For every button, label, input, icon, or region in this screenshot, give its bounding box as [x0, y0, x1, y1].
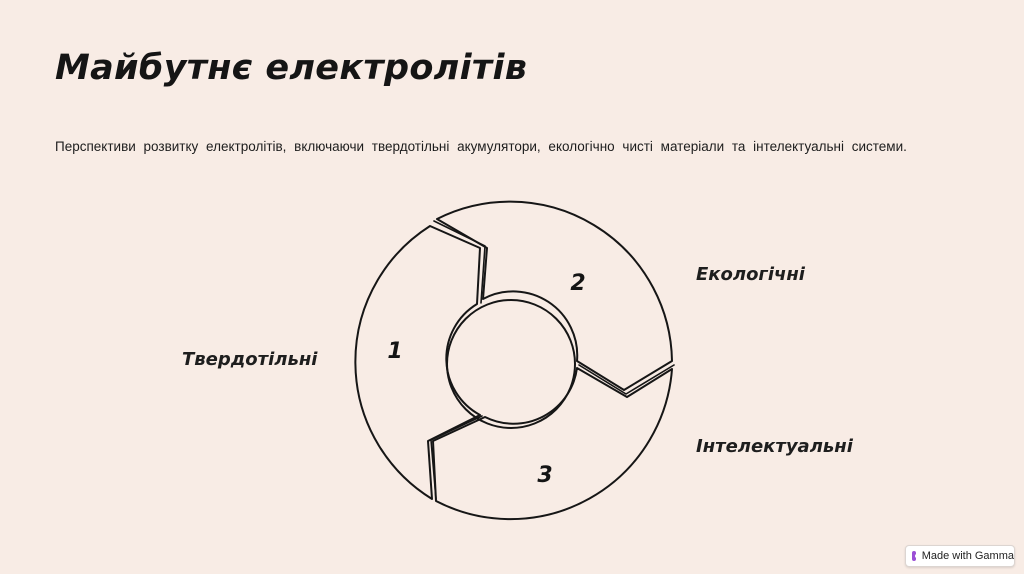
segment-number-3: 3	[537, 463, 553, 488]
segment-number-2: 2	[570, 271, 586, 296]
made-with-gamma-badge[interactable]	[905, 545, 1015, 567]
badge-text: Made with Gamma	[921, 550, 1014, 562]
segment-number-1: 1	[387, 339, 403, 364]
cycle-segment-3	[433, 368, 672, 519]
cycle-segment-2	[437, 202, 672, 390]
segment-label-3: Інтелектуальні	[696, 436, 853, 457]
page-title: Майбутнє електролітів	[55, 48, 528, 88]
cycle-center-circle	[447, 300, 575, 428]
page-subtitle: Перспективи розвитку електролітів, включаючи твердотільні акумулятори, екологічно чисті матеріали та інтелектуальні системи.	[55, 139, 907, 154]
cycle-segment-1	[355, 226, 480, 499]
gamma-logo-icon	[912, 551, 916, 561]
segment-label-1: Твердотільні	[182, 349, 318, 370]
segment-label-2: Екологічні	[696, 264, 805, 285]
